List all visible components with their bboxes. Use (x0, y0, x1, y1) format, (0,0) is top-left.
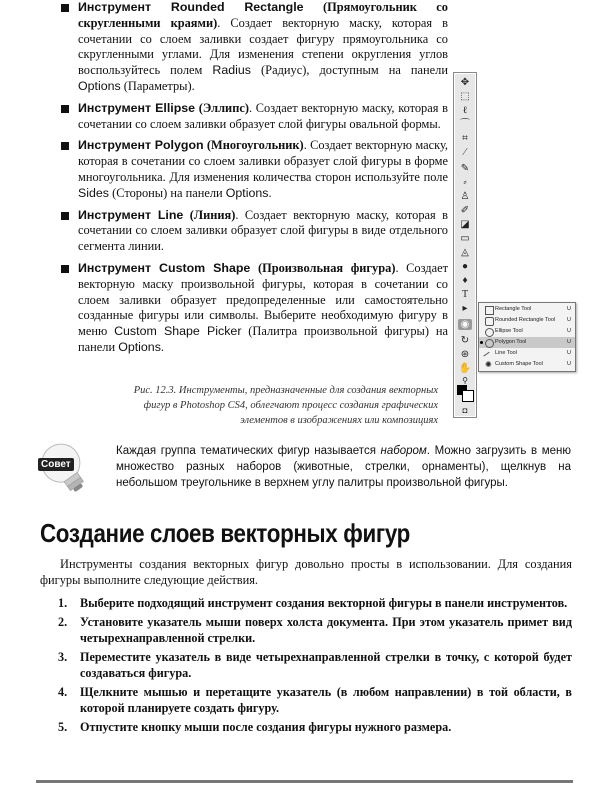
zoom-tool-icon: ⚲ (462, 376, 468, 385)
flyout-key: U (567, 306, 571, 312)
bullet-title: Инструмент Polygon (78, 138, 204, 153)
bullet-field: Custom Shape Picker (114, 324, 242, 339)
tool-list (58, 0, 448, 362)
flyout-key: U (567, 339, 571, 345)
flyout-label: Ellipse Tool (495, 328, 523, 334)
rounded-rectangle-icon (485, 317, 494, 326)
step-item (40, 614, 572, 647)
lasso-tool-icon: ℓ (462, 105, 468, 116)
bullet-title: Инструмент Ellipse (78, 100, 196, 115)
background-color-swatch (462, 390, 474, 402)
bullet-panel: Options (225, 185, 269, 200)
3d-rotate-icon: ↻ (460, 335, 470, 346)
tip-emphasis: набором (380, 445, 427, 457)
bullet-title: Инструмент Rounded Rectangle (78, 0, 304, 14)
bullet-panel: Options (78, 78, 121, 93)
step-number: 3. (58, 649, 68, 664)
bullet-field-ru: (Радиус), доступным на панели (251, 63, 448, 78)
bullet-title-ru: (Прямоугольник со скругленными краями) (78, 0, 448, 30)
flyout-rounded-rectangle-tool[interactable] (479, 315, 575, 326)
3d-orbit-icon: ⊛ (460, 349, 470, 360)
bullet-marker (61, 212, 69, 220)
figure-caption: Рис. 12.3. Инструменты, предназначенные для создания векторных фигур в Photoshop CS4, облегчают процесс создания графических элементов в изображениях или композициях (133, 385, 438, 426)
hand-tool-icon: ✋ (458, 363, 472, 374)
step-number: 5. (58, 719, 68, 734)
flyout-label: Polygon Tool (495, 339, 527, 345)
rectangle-icon (485, 306, 494, 315)
bullet-text: . Создает векторную маску, которая в сочетании со слоем заливки создает фигуру прямоугольника со скругленными углами. Для изменения степени округления углов воспользуйтесь полем (78, 15, 448, 78)
flyout-key: U (567, 361, 571, 367)
blur-tool-icon: ◬ (461, 247, 469, 258)
flyout-key: U (567, 317, 571, 323)
bullet-custom-shape (58, 261, 448, 356)
marquee-tool-icon: ⬚ (460, 91, 470, 102)
bullet-panel-ru: . (268, 185, 272, 200)
path-selection-icon: ▸ (462, 303, 468, 314)
ellipse-icon (485, 328, 494, 337)
step-text: Установите указатель мыши поверх холста документа. При этом указатель примет вид четырехнаправленной стрелки. (80, 614, 572, 645)
gradient-tool-icon: ▭ (460, 233, 470, 244)
step-number: 1. (58, 596, 68, 610)
bullet-ellipse (58, 101, 448, 133)
type-tool-icon: T (461, 289, 469, 300)
tip-label: Совет (38, 458, 74, 471)
section-heading: Создание слоев векторных фигур (40, 518, 410, 548)
bullet-panel-ru: . (160, 339, 164, 354)
bullet-title: Инструмент Line (78, 207, 184, 222)
bullet-field: Sides (78, 185, 109, 200)
polygon-icon (485, 339, 494, 348)
step-number: 2. (58, 614, 68, 629)
step-text: Щелкните мышью и перетащите указатель (в любом направлении) в той области, в которой планируете создать фигуру. (80, 684, 572, 715)
step-item (40, 719, 572, 736)
bullet-text: . Создает векторную маску, которая в сочетании со слоем заливки образует слой фигуры в форме многоугольника. Для изменения количества сторон используйте поле (78, 138, 448, 184)
flyout-key: U (567, 328, 571, 334)
custom-shape-icon: ✺ (485, 360, 492, 369)
steps-list (40, 595, 572, 737)
photoshop-toolbar (453, 72, 477, 418)
brush-tool-icon: ⸗ (463, 177, 467, 188)
step-text: Выберите подходящий инструмент создания векторной фигуры в панели инструментов. (80, 596, 568, 610)
step-text: Переместите указатель в виде четырехнаправленной стрелки в точку, с которой будет создаваться фигура. (80, 649, 572, 680)
footer-rule (36, 780, 573, 783)
bullet-title-ru: (Многоугольник) (206, 138, 304, 153)
bullet-marker (61, 142, 69, 150)
bullet-field: Radius (212, 63, 251, 78)
tip-text (116, 443, 571, 491)
quick-selection-icon: ⌒ (460, 119, 470, 130)
step-item (40, 595, 572, 612)
pen-tool-icon: ♦ (462, 275, 468, 286)
bullet-polygon (58, 138, 448, 201)
step-text: Отпустите кнопку мыши после создания фигуры нужного размера. (80, 719, 452, 734)
eraser-tool-icon: ◪ (460, 219, 470, 230)
bullet-panel: Options (118, 339, 161, 354)
flyout-polygon-tool[interactable] (479, 337, 575, 348)
bullet-line (58, 208, 448, 255)
bullet-title-ru: (Эллипс) (198, 100, 249, 115)
bullet-field-ru: (Стороны) на панели (109, 185, 226, 200)
flyout-key: U (567, 350, 571, 356)
flyout-label: Rectangle Tool (495, 306, 532, 312)
shape-tool-flyout (478, 302, 576, 372)
flyout-ellipse-tool[interactable] (479, 326, 575, 337)
crop-tool-icon: ⌗ (462, 133, 468, 144)
bullet-text: . Создает векторную маску произвольной фигуры, которая в сочетании со слоем заливки образует предопределенные или самостоятельно созданные фигуры или символы. Выберите необходимую фигуру в меню (78, 260, 449, 339)
flyout-label: Custom Shape Tool (495, 361, 543, 367)
clone-stamp-icon: ♙ (460, 191, 470, 202)
section-intro: Инструменты создания векторных фигур довольно просты в использовании. Для создания фигуры выполните следующие действия. (40, 557, 572, 587)
flyout-label: Line Tool (495, 350, 517, 356)
bullet-title-ru: (Произвольная фигура) (257, 260, 396, 275)
move-tool-icon: ✥ (460, 77, 470, 88)
flyout-custom-shape-tool[interactable] (479, 359, 575, 370)
bullet-marker (61, 4, 69, 12)
bullet-panel-ru: (Параметры). (120, 78, 195, 93)
dodge-tool-icon: ● (461, 261, 469, 272)
step-item (40, 684, 572, 717)
bullet-text: . Создает векторную маску, которая в сочетании со слоем заливки образует слой фигуры овальной формы. (78, 100, 448, 131)
quick-mask-icon: ◘ (462, 406, 468, 415)
shape-tool-icon[interactable]: ◉ (458, 319, 472, 330)
eyedropper-tool-icon: ⁄ (464, 147, 466, 158)
flyout-rectangle-tool[interactable] (479, 304, 575, 315)
bullet-marker (61, 265, 69, 273)
tip-text-before: Каждая группа тематических фигур называется (116, 445, 381, 457)
flyout-line-tool[interactable] (479, 348, 575, 359)
bullet-text: . Создает векторную маску, которая в сочетании со слоем заливки образует слой фигуры в виде отдельного сегмента линии. (78, 207, 448, 254)
healing-brush-icon: ✎ (460, 163, 470, 174)
step-item (40, 649, 572, 682)
tip-text-after: . Можно загрузить в меню множество разных наборов (животные, стрелки, орнаменты), щелкнув на небольшом треугольнике в верхнем углу палитры произвольной фигуры. (116, 445, 571, 489)
bullet-title-ru: (Линия) (189, 207, 236, 222)
history-brush-icon: ✐ (460, 205, 470, 216)
bullet-title: Инструмент Custom Shape (78, 260, 251, 275)
flyout-label: Rounded Rectangle Tool (495, 317, 556, 323)
bullet-field-ru: (Палитра произвольной фигуры) на панели (78, 324, 448, 354)
step-number: 4. (58, 684, 68, 699)
bullet-rounded-rectangle (58, 0, 448, 95)
bullet-marker (61, 105, 69, 113)
selected-dot-icon (480, 341, 483, 344)
